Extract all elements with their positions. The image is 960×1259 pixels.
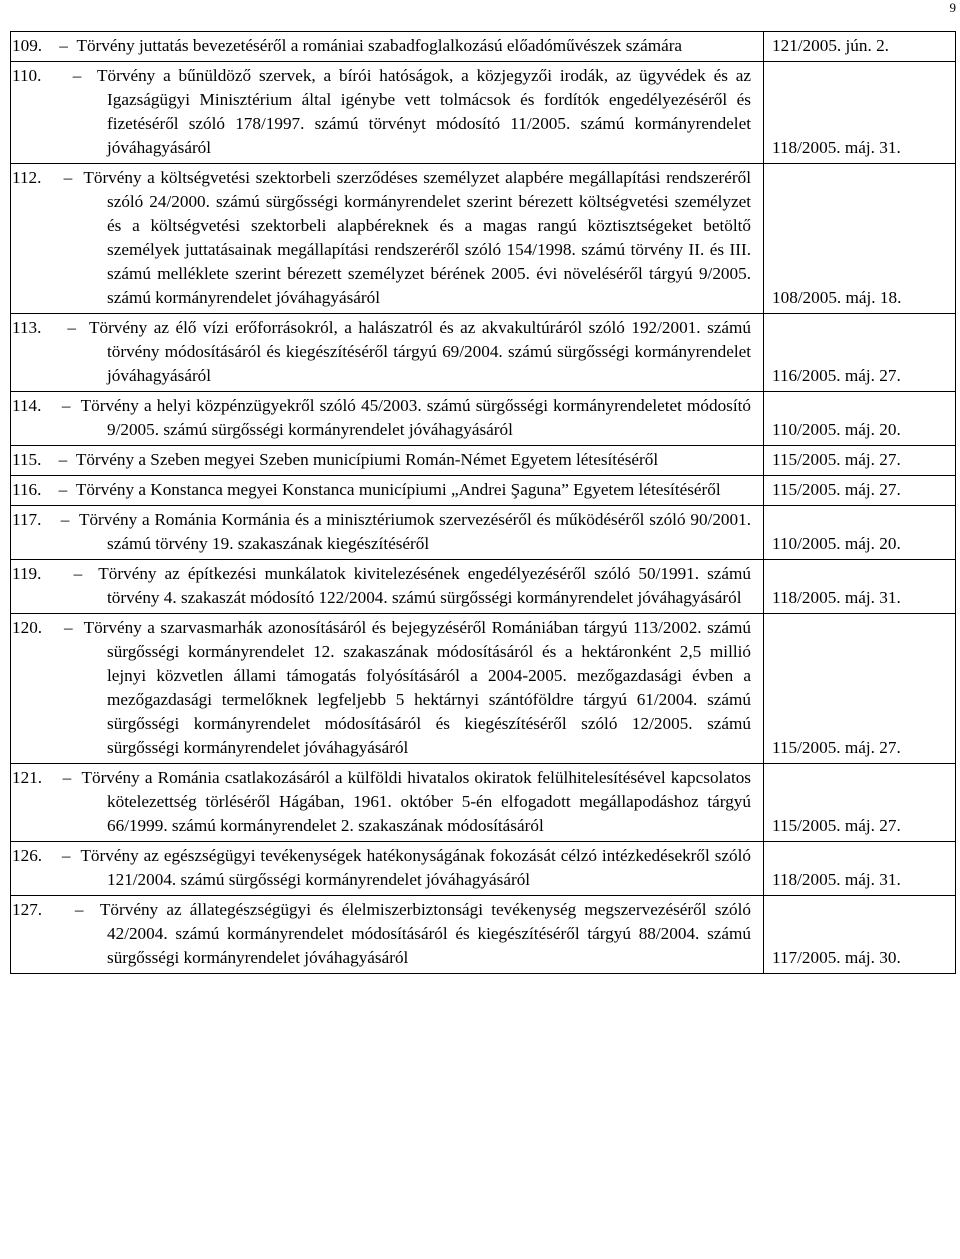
law-number: 119. — [12, 564, 42, 583]
law-title-cell — [11, 764, 764, 842]
gazette-reference: 121/2005. jún. 2. — [772, 36, 889, 55]
gazette-ref-cell — [764, 446, 956, 476]
gazette-ref-cell — [764, 842, 956, 896]
gazette-reference: 117/2005. máj. 30. — [772, 948, 901, 967]
gazette-ref-cell — [764, 32, 956, 62]
ref-stack — [772, 448, 955, 472]
gazette-ref-cell — [764, 476, 956, 506]
ref-stack — [772, 34, 955, 58]
table-row — [11, 164, 956, 314]
entry-dash: – — [42, 618, 84, 637]
law-title: Törvény az élő vízi erőforrásokról, a halászatról és az akvakultúráról szóló 192/2001. számú törvény módosításáról és kiegészítéséről tárgyú 69/2004. számú sürgősségi kormányrendelet jóváhagyásáról — [88, 318, 751, 385]
law-entry — [12, 562, 751, 610]
table-row — [11, 896, 956, 974]
law-title: Törvény a Románia csatlakozásáról a külföldi hivatalos okiratok felülhitelesítésével kapcsolatos kötelezettség törléséről Hágában, 1961. október 5-én elfogadott megállapodáshoz tárgyú 66/1999. számú kormányrendelet 2. szakaszának módosításáról — [81, 768, 751, 835]
ref-stack — [772, 898, 955, 970]
gazette-reference: 115/2005. máj. 27. — [772, 480, 901, 499]
gazette-ref-cell — [764, 560, 956, 614]
gazette-ref-cell — [764, 896, 956, 974]
table-row — [11, 32, 956, 62]
entry-dash: – — [41, 564, 99, 583]
gazette-ref-cell — [764, 314, 956, 392]
gazette-reference: 110/2005. máj. 20. — [772, 420, 901, 439]
gazette-ref-cell — [764, 764, 956, 842]
ref-stack — [772, 478, 955, 502]
ref-stack — [772, 844, 955, 892]
law-number: 127. — [12, 900, 43, 919]
law-title-cell — [11, 842, 764, 896]
table-row — [11, 764, 956, 842]
table-row — [11, 614, 956, 764]
table-row — [11, 506, 956, 560]
ref-stack — [772, 316, 955, 388]
law-title: Törvény az állategészségügyi és élelmiszerbiztonsági tevékenység megszervezéséről szóló 42/2004. számú kormányrendelet módosításáról és kiegészítéséről tárgyú 88/2004. számú sürgősségi kormányrendelet jóváhagyásáról — [99, 900, 752, 967]
entry-dash: – — [42, 768, 82, 787]
law-entry — [12, 316, 751, 388]
entry-dash: – — [42, 846, 81, 865]
law-entry — [12, 64, 751, 160]
entry-dash: – — [41, 318, 89, 337]
law-number: 116. — [12, 480, 42, 499]
law-title: Törvény a költségvetési szektorbeli szerződéses személyzet alapbére megállapítási rendszeréről szóló 24/2000. számú sürgősségi kormányrendelet szerint bérezett költségvetési személyzet és a költségvetési szektorbeli alapbéreknek és a magas rangú köztisztségeket betöltő személyek juttatásainak megállapítási rendszeréről szóló 154/1998. számú törvény II. és III. számú melléklete szerint bérezett személyzet bérének 2005. évi növeléséről tárgyú 9/2005. számú kormányrendelet jóváhagyásáról — [83, 168, 752, 307]
entry-dash: – — [41, 396, 81, 415]
ref-stack — [772, 562, 955, 610]
entry-dash: – — [42, 36, 77, 55]
gazette-ref-cell — [764, 506, 956, 560]
law-title-cell — [11, 560, 764, 614]
law-entry — [12, 844, 751, 892]
law-title-cell — [11, 62, 764, 164]
gazette-reference: 108/2005. máj. 18. — [772, 288, 902, 307]
law-number: 126. — [12, 846, 43, 865]
law-entry — [12, 448, 751, 472]
law-number: 114. — [12, 396, 42, 415]
table-row — [11, 842, 956, 896]
table-row — [11, 392, 956, 446]
gazette-reference: 118/2005. máj. 31. — [772, 138, 901, 157]
law-entry — [12, 766, 751, 838]
gazette-reference: 118/2005. máj. 31. — [772, 588, 901, 607]
gazette-reference: 115/2005. máj. 27. — [772, 816, 901, 835]
ref-stack — [772, 394, 955, 442]
table-row — [11, 560, 956, 614]
table-row — [11, 314, 956, 392]
gazette-reference: 110/2005. máj. 20. — [772, 534, 901, 553]
law-title-cell — [11, 476, 764, 506]
entry-dash: – — [41, 450, 76, 469]
ref-stack — [772, 766, 955, 838]
table-row — [11, 446, 956, 476]
law-number: 120. — [12, 618, 43, 637]
law-title: Törvény a Románia Kormánia és a minisztériumok szervezéséről és működéséről szóló 90/2001. számú törvény 19. szakaszának kiegészítéséről — [78, 510, 752, 553]
law-title-cell — [11, 896, 764, 974]
ref-stack — [772, 508, 955, 556]
gazette-reference: 116/2005. máj. 27. — [772, 366, 901, 385]
ref-stack — [772, 64, 955, 160]
gazette-reference: 118/2005. máj. 31. — [772, 870, 901, 889]
entry-dash: – — [41, 480, 76, 499]
law-title: Törvény a szarvasmarhák azonosításáról és bejegyzéséről Romániában tárgyú 113/2002. számú sürgősségi kormányrendelet 12. szakaszának módosításáról és a hektáronként 2,5 millió lejnyi közvetlen állami támogatás folyósításáról a 2004-2005. mezőgazdasági évben a mezőgazdasági termelőknek legfeljebb 5 hektárnyi szántóföldre tárgyú 61/2004. számú sürgősségi kormányrendelet módosításáról és kiegészítéséről szóló 12/2005. számú sürgősségi kormányrendelet jóváhagyásáról — [83, 618, 751, 757]
law-number: 110. — [12, 66, 42, 85]
law-title: Törvény a Konstanca megyei Konstanca municípiumi „Andrei Şaguna” Egyetem létesítéséről — [75, 480, 721, 499]
ref-stack — [772, 166, 955, 310]
entry-dash: – — [42, 900, 100, 919]
law-number: 115. — [12, 450, 42, 469]
gazette-reference: 115/2005. máj. 27. — [772, 450, 901, 469]
page-number: 9 — [949, 0, 956, 15]
law-title-cell — [11, 164, 764, 314]
gazette-ref-cell — [764, 392, 956, 446]
table-row — [11, 476, 956, 506]
ref-stack — [772, 616, 955, 760]
gazette-ref-cell — [764, 164, 956, 314]
law-title: Törvény az egészségügyi tevékenységek hatékonyságának fokozását célzó intézkedésekről szóló 121/2004. számú sürgősségi kormányrendelet jóváhagyásáról — [80, 846, 752, 889]
law-entry — [12, 508, 751, 556]
entry-dash: – — [41, 510, 79, 529]
law-number: 112. — [12, 168, 42, 187]
entry-dash: – — [41, 168, 84, 187]
table-row — [11, 62, 956, 164]
law-title: Törvény a Szeben megyei Szeben municípiumi Román-Német Egyetem létesítéséről — [75, 450, 659, 469]
law-title: Törvény a helyi közpénzügyekről szóló 45/2003. számú sürgősségi kormányrendeletet módosító 9/2005. számú sürgősségi kormányrendelet jóváhagyásáról — [80, 396, 752, 439]
law-title-cell — [11, 314, 764, 392]
law-title-cell — [11, 32, 764, 62]
law-title: Törvény juttatás bevezetéséről a romániai szabadfoglalkozású előadóművészek számára — [76, 36, 683, 55]
entry-dash: – — [41, 66, 98, 85]
gazette-reference: 115/2005. máj. 27. — [772, 738, 901, 757]
gazette-ref-cell — [764, 614, 956, 764]
law-entry — [12, 394, 751, 442]
law-title: Törvény az építkezési munkálatok kivitelezésének engedélyezéséről szóló 50/1991. számú törvény 4. szakaszát módosító 122/2004. számú sürgősségi kormányrendelet jóváhagyásáról — [98, 564, 752, 607]
law-entry — [12, 898, 751, 970]
law-title-cell — [11, 506, 764, 560]
gazette-ref-cell — [764, 62, 956, 164]
law-title: Törvény a bűnüldöző szervek, a bírói hatóságok, a közjegyzői irodák, az ügyvédek és az Igazságügyi Minisztérium által igénybe vett tolmácsok és fordítók engedélyezéséről és fizetéséről szóló 178/1997. számú törvényt módosító 11/2005. számú kormányrendelet jóváhagyásáról — [97, 66, 751, 157]
law-list-table — [10, 31, 956, 974]
law-entry — [12, 34, 751, 58]
law-entry — [12, 616, 751, 760]
law-title-cell — [11, 392, 764, 446]
law-number: 117. — [12, 510, 42, 529]
law-number: 109. — [12, 36, 43, 55]
law-entry — [12, 166, 751, 310]
law-title-cell — [11, 614, 764, 764]
law-number: 121. — [12, 768, 43, 787]
law-title-cell — [11, 446, 764, 476]
law-entry — [12, 478, 751, 502]
law-number: 113. — [12, 318, 42, 337]
